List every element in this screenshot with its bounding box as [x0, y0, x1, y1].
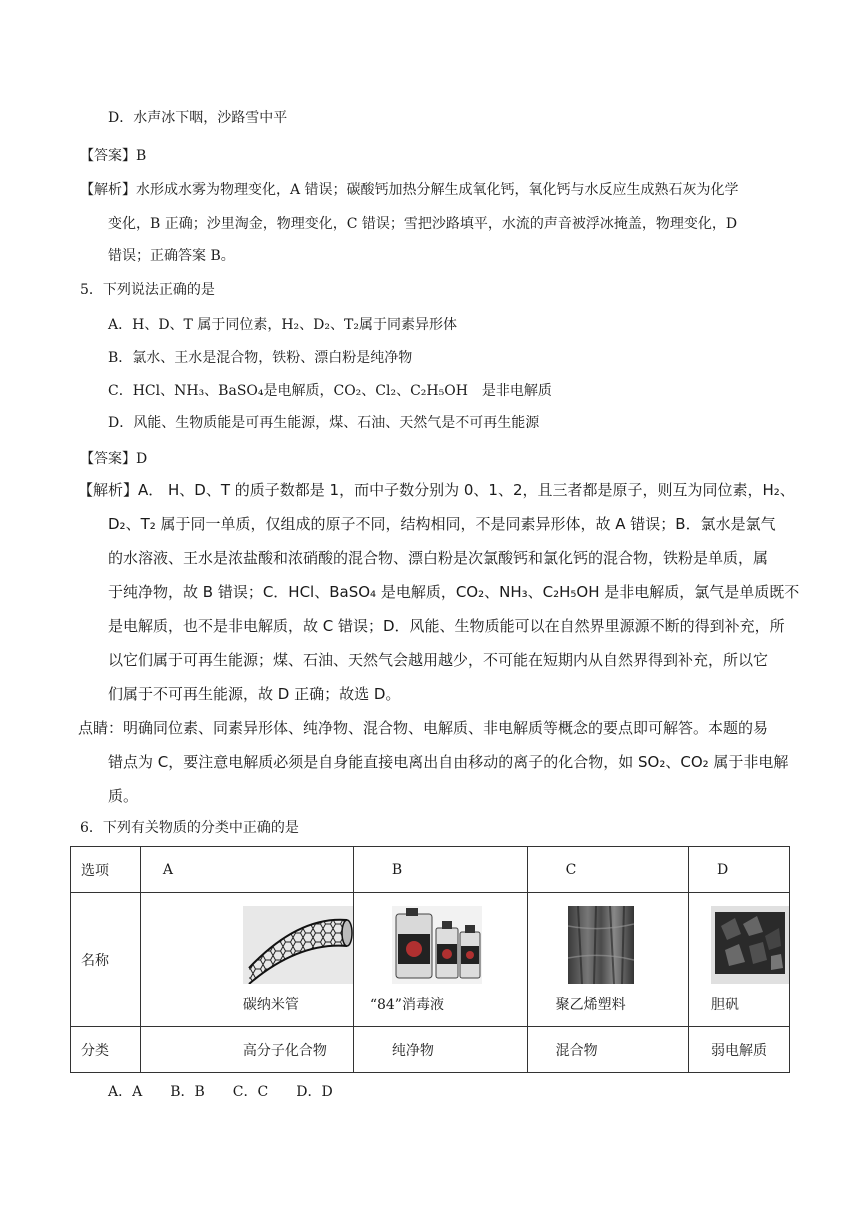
q5-option-d: D．风能、生物质能是可再生能源，煤、石油、天然气是不可再生能源	[108, 415, 540, 431]
cell-name-d	[689, 893, 790, 1027]
q6-choices: A．A B．B C．C D．D	[108, 1084, 333, 1100]
q5-option-a: A．H、D、T 属于同位素，H₂、D₂、T₂属于同素异形体	[108, 317, 457, 333]
q5-comment-line: 错点为 C，要注意电解质必须是自身能直接电离出自由移动的离子的化合物，如 SO₂、CO₂ 属于非电解	[108, 753, 789, 771]
q5-option-b: B．氯水、王水是混合物，铁粉、漂白粉是纯净物	[108, 350, 413, 366]
q6-stem: 6．下列有关物质的分类中正确的是	[80, 820, 299, 836]
q5-analysis-line: D₂、T₂ 属于同一单质，仅组成的原子不同，结构相同，不是同素异形体，故 A 错误；B．氯水是氯气	[108, 515, 776, 533]
q5-analysis-line: 于纯净物，故 B 错误；C．HCl、BaSO₄ 是电解质，CO₂、NH₃、C₂H₅OH 是非电解质，氯气是单质既不	[108, 583, 800, 601]
disinfectant-bottles-image	[392, 906, 482, 984]
q5-stem: 5．下列说法正确的是	[80, 282, 215, 298]
cell-category-a: 高分子化合物	[140, 1027, 353, 1073]
cell-option-a: A	[140, 847, 353, 893]
q4-analysis-line3: 错误；正确答案 B。	[108, 248, 235, 264]
cell-category-d: 弱电解质	[689, 1027, 790, 1073]
q5-analysis-line: 们属于不可再生能源，故 D 正确；故选 D。	[108, 685, 401, 703]
row-label-category: 分类	[71, 1027, 141, 1073]
cell-category-b: 纯净物	[353, 1027, 527, 1073]
classification-table	[70, 846, 790, 1073]
q4-option-d: D．水声冰下咽，沙路雪中平	[108, 110, 288, 126]
cell-option-c: C	[527, 847, 688, 893]
row-label-name: 名称	[71, 893, 141, 1027]
polyethylene-plastic-image	[568, 906, 634, 984]
cell-category-c: 混合物	[527, 1027, 688, 1073]
row-label-option: 选项	[71, 847, 141, 893]
q5-comment-line: 点睛：明确同位素、同素异形体、纯净物、混合物、电解质、非电解质等概念的要点即可解答。本题的易	[78, 719, 769, 737]
blue-vitriol-image	[711, 906, 789, 984]
q5-analysis-line: 的水溶液、王水是浓盐酸和浓硝酸的混合物、漂白粉是次氯酸钙和氯化钙的混合物，铁粉是单质，属	[108, 549, 769, 567]
cell-option-d: D	[689, 847, 790, 893]
cell-name-c	[527, 893, 688, 1027]
q5-comment-line: 质。	[108, 787, 139, 805]
cell-name-b	[353, 893, 527, 1027]
q5-option-c: C．HCl、NH₃、BaSO₄是电解质，CO₂、Cl₂、C₂H₅OH 是非电解质	[108, 383, 552, 399]
q5-analysis-line: 是电解质，也不是非电解质，故 C 错误；D．风能、生物质能可以在自然界里源源不断的得到补充，所	[108, 617, 785, 635]
name-c: 聚乙烯塑料	[555, 996, 626, 1013]
q5-analysis-line: 以它们属于可再生能源；煤、石油、天然气会越用越少，不可能在短期内从自然界得到补充，所以它	[108, 651, 769, 669]
name-d: 胆矾	[711, 996, 739, 1013]
name-b: “84”消毒液	[369, 996, 444, 1013]
cell-name-a	[140, 893, 353, 1027]
q5-answer: 【答案】D	[80, 451, 148, 467]
table-row	[71, 893, 790, 1027]
name-a: 碳纳米管	[242, 996, 299, 1013]
carbon-nanotube-image	[243, 906, 353, 984]
table-row	[71, 847, 790, 893]
q4-answer: 【答案】B	[80, 148, 147, 164]
q4-analysis-line2: 变化，B 正确；沙里淘金，物理变化，C 错误；雪把沙路填平，水流的声音被浮冰掩盖，物理变化，D	[108, 216, 738, 232]
q4-analysis-line1: 【解析】水形成水雾为物理变化，A 错误；碳酸钙加热分解生成氧化钙，氧化钙与水反应生成熟石灰为化学	[80, 182, 739, 198]
table-row	[71, 1027, 790, 1073]
cell-option-b: B	[353, 847, 527, 893]
q5-analysis-line: 【解析】A． H、D、T 的质子数都是 1，而中子数分别为 0、1、2，且三者都是原子，则互为同位素，H₂、	[78, 481, 795, 499]
